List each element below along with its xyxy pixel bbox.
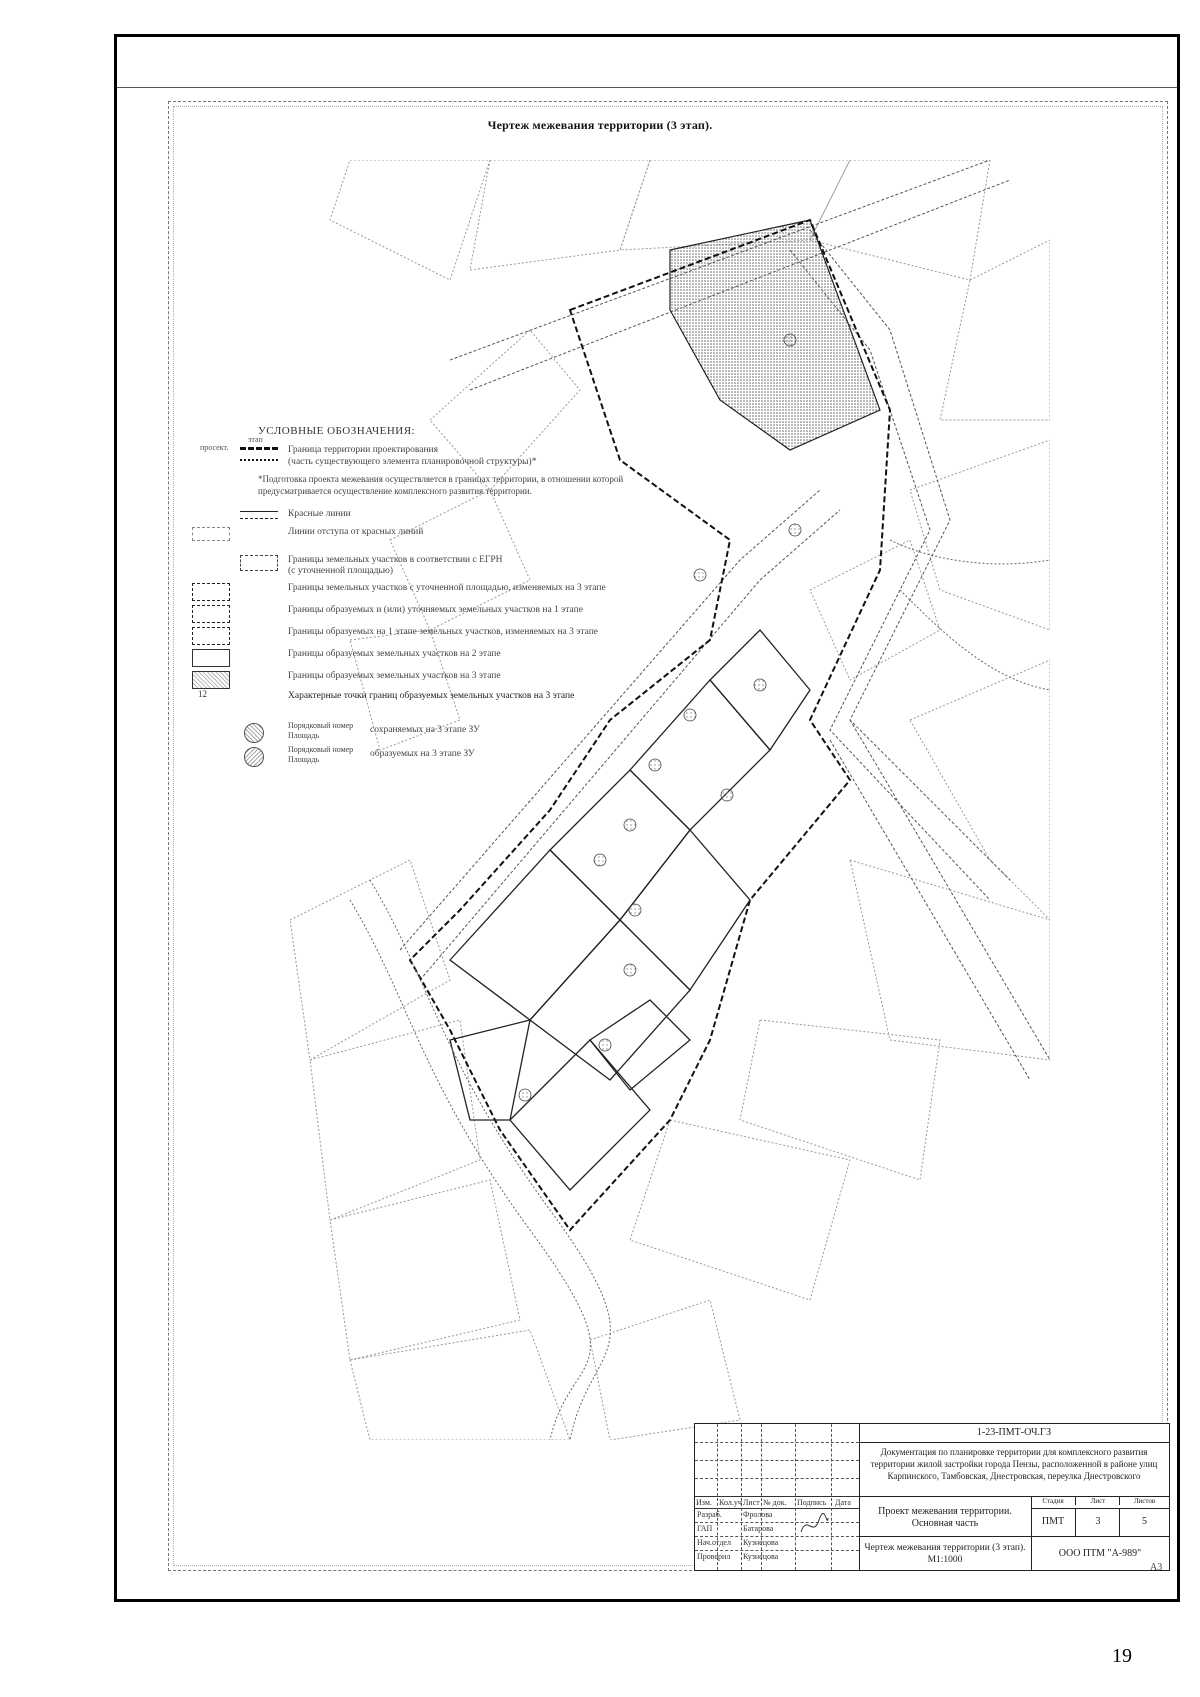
sheets-value: 5 xyxy=(1119,1508,1169,1536)
stamp-grid-line xyxy=(831,1424,832,1570)
legend-text: Границы образуемых земельных участков на 3 этапе xyxy=(288,671,501,681)
legend-text: (с уточненной площадью) xyxy=(288,566,394,576)
role-label: Разраб. xyxy=(697,1510,722,1519)
stamp-sheet-values-row xyxy=(1031,1508,1169,1537)
col-header: № док. xyxy=(763,1498,787,1507)
legend-text: Границы образуемых земельных участков на 2 этапе xyxy=(288,649,501,659)
organization-name: ООО ПТМ "А-989" xyxy=(1058,1548,1142,1559)
stamp-grid-line xyxy=(717,1424,718,1570)
col-header: Кол.уч xyxy=(719,1498,742,1507)
stamp-drawing-title-cell xyxy=(859,1536,1032,1570)
signature-scribble xyxy=(799,1510,829,1540)
col-header: Дата xyxy=(835,1498,851,1507)
stamp-grid-line xyxy=(695,1536,859,1537)
legend-row-points xyxy=(200,691,660,709)
stamp-grid-line xyxy=(795,1424,796,1570)
stamp-grid-line xyxy=(741,1424,742,1570)
stamp-grid-line xyxy=(695,1550,859,1551)
legend-col-stage: этап xyxy=(248,435,263,444)
stage-value: ПМТ xyxy=(1041,1516,1065,1527)
legend-text: образуемых на 3 этапе ЗУ xyxy=(370,749,475,759)
sheet-drawing-title: Чертеж межевания территории (3 этап). М1:1000 xyxy=(864,1543,1026,1565)
stamp-signature-grid xyxy=(695,1424,860,1570)
legend-heading: УСЛОВНЫЕ ОБОЗНАЧЕНИЯ: xyxy=(258,425,416,437)
page-number: 19 xyxy=(1112,1645,1132,1667)
sheet-format: А3 xyxy=(1150,1562,1163,1573)
col-header: Изм. xyxy=(696,1498,712,1507)
frame-top-line xyxy=(117,87,1177,88)
legend-row-egrn-note xyxy=(200,566,660,584)
stamp-code-row xyxy=(859,1424,1169,1443)
point-label: 12 xyxy=(198,689,207,699)
stamp-project-title-cell xyxy=(859,1496,1032,1537)
legend-col-projected: просект. xyxy=(200,443,229,452)
sheet-value: 3 xyxy=(1075,1508,1120,1536)
person-name: Фролова xyxy=(743,1510,773,1519)
circle-label: Порядковый номер Площадь xyxy=(288,745,354,764)
stage-header: Стадия xyxy=(1042,1497,1064,1505)
legend-text: Характерные точки границ образуемых земельных участков на 3 этапе xyxy=(288,691,575,701)
refined-parcel-symbol xyxy=(192,583,230,601)
legend-row-stage1-changed xyxy=(200,627,660,645)
drawing-title: Чертеж межевания территории (3 этап). xyxy=(487,118,713,132)
legend-row-refined xyxy=(200,583,660,601)
title-block xyxy=(694,1423,1170,1571)
project-description: Документация по планировке территории для комплексного развития территории жилой застройки города Пензы, расположенной в районе улиц Карпинского, Тамбовская, Днестровская, переулка Днестровского xyxy=(870,1447,1158,1481)
legend-row-stage2 xyxy=(200,649,660,667)
stage2-parcel-symbol xyxy=(192,649,230,667)
person-name: Батарова xyxy=(743,1524,774,1533)
stage1-changed-symbol xyxy=(192,627,230,645)
legend-row-setback xyxy=(200,527,660,545)
red-line-symbol xyxy=(240,511,278,519)
stamp-grid-line xyxy=(695,1496,859,1497)
person-name: Кузнецова xyxy=(743,1538,779,1547)
legend-row-circle-kept xyxy=(200,721,660,745)
role-label: Нач.отдел xyxy=(697,1538,731,1547)
stage3-parcel-symbol xyxy=(192,671,230,689)
cadastral-map xyxy=(290,160,1050,1440)
sheet-header: Лист xyxy=(1075,1497,1120,1505)
legend-row-stage1 xyxy=(200,605,660,623)
col-header: Подпись xyxy=(797,1498,827,1507)
person-name: Кузнецова xyxy=(743,1552,779,1561)
legend-text: сохраняемых на 3 этапе ЗУ xyxy=(370,725,480,735)
stamp-grid-line xyxy=(695,1508,859,1509)
stamp-organization-cell xyxy=(1031,1536,1169,1570)
stamp-grid-line xyxy=(761,1424,762,1570)
stamp-grid-line xyxy=(695,1442,859,1443)
sheets-header: Листов xyxy=(1119,1497,1169,1505)
project-title: Проект межевания территории. Основная часть xyxy=(878,1506,1012,1529)
col-header: Лист xyxy=(743,1498,760,1507)
circle-label: Порядковый номер Площадь xyxy=(288,721,354,740)
legend-footnote: *Подготовка проекта межевания осуществляется в границах территории, в отношении которой предусматривается осуществление комплексного развития территории. xyxy=(258,474,624,496)
parcel-circle-icon xyxy=(244,723,264,743)
legend-text: Красные линии xyxy=(288,509,351,519)
legend-text: (часть существующего элемента планировочной структуры)* xyxy=(288,457,537,467)
stamp-description-row xyxy=(859,1442,1169,1497)
stamp-grid-line xyxy=(695,1478,859,1479)
stamp-grid-line xyxy=(695,1460,859,1461)
legend-row-circle-formed xyxy=(200,745,660,769)
legend-text: Границы образуемых и (или) уточняемых земельных участков на 1 этапе xyxy=(288,605,583,615)
role-label: Проверил xyxy=(697,1552,731,1561)
document-code: 1-23-ПМТ-ОЧ.ГЗ xyxy=(976,1427,1052,1438)
setback-line-symbol xyxy=(192,527,230,541)
role-label: ГАП xyxy=(697,1524,713,1533)
stage1-parcel-symbol xyxy=(192,605,230,623)
stamp-grid-line xyxy=(695,1522,859,1523)
legend-text: Линии отступа от красных линий xyxy=(288,527,424,537)
legend-row-stage3 xyxy=(200,671,660,689)
legend-text: Границы земельных участков с уточненной площадью, изменяемых на 3 этапе xyxy=(288,583,606,593)
legend-text: Граница территории проектирования xyxy=(288,445,438,455)
legend-text: Границы земельных участков в соответствии с ЕГРН xyxy=(288,555,503,565)
legend-row-red-lines xyxy=(200,509,660,527)
legend-text: Границы образуемых на 1 этапе земельных участков, изменяемых на 3 этапе xyxy=(288,627,598,637)
parcel-circle-icon xyxy=(244,747,264,767)
